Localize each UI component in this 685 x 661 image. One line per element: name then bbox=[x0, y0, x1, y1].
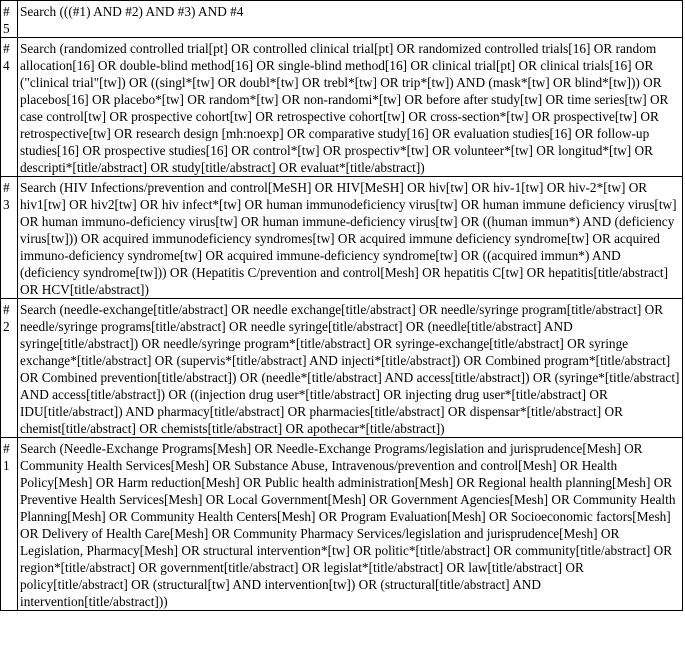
table-row-1 bbox=[1, 438, 683, 611]
search-query-text: Search (HIV Infections/prevention and control[MeSH] OR HIV[MeSH] OR hiv[tw] OR hiv-1[tw] OR hiv-2*[tw] OR hiv1[tw] OR hiv2[tw] OR hiv infect*[tw] OR human immunodeficiency virus[tw] OR human immune deficiency virus[tw] OR human immuno-deficiency virus[tw] OR human immune-deficiency virus[tw] OR ((human immun*) AND (deficiency virus[tw])) OR acquired immunodeficiency syndromes[tw] OR acquired immune deficiency syndrome[tw] OR acquired immuno-deficiency syndrome[tw] OR acquired immune-deficiency syndrome[tw] OR ((acquired immun*) AND (deficiency syndrome[tw])) OR (Hepatitis C/prevention and control[Mesh] OR hepatitis C[tw] OR hepatitis[title/abstract] OR HCV[title/abstract]) bbox=[18, 177, 683, 299]
search-query-text: Search (needle-exchange[title/abstract] OR needle exchange[title/abstract] OR needle/syringe program[title/abstract] OR needle/syringe programs[title/abstract] OR needle syringe[title/abstract] OR (needle[title/abstract] AND syringe[title/abstract]) OR needle/syringe program*[title/abstract] OR syringe-exchange[title/abstract] OR syringe exchange*[title/abstract] OR (supervis*[title/abstract] AND injecti*[title/abstract]) OR Combined program*[title/abstract] OR Combined prevention[title/abstract]) OR (needle*[title/abstract] AND access[title/abstract]) OR (syringe*[title/abstract] AND access[title/abstract]) OR ((injection drug user*[title/abstract] OR injecting drug user*[title/abstract] OR IDU[title/abstract]) AND pharmacy[title/abstract] OR pharmacies[title/abstract] OR dispensar*[title/abstract] OR chemist[title/abstract] OR chemists[title/abstract] OR apothecar*[title/abstract]) bbox=[18, 299, 683, 438]
row-number: #2 bbox=[1, 299, 18, 438]
table-row-5 bbox=[1, 1, 683, 38]
row-number: #1 bbox=[1, 438, 18, 611]
row-number: #3 bbox=[1, 177, 18, 299]
row-number: #4 bbox=[1, 38, 18, 177]
search-query-text: Search (Needle-Exchange Programs[Mesh] OR Needle-Exchange Programs/legislation and jurisprudence[Mesh] OR Community Health Services[Mesh] OR Substance Abuse, Intravenous/prevention and control[Mesh] OR Health Policy[Mesh] OR Harm reduction[Mesh] OR Public health administration[Mesh] OR Regional health planning[Mesh] OR Preventive Health Services[Mesh] OR Local Government[Mesh] OR Government Agencies[Mesh] OR Community Health Planning[Mesh] OR Community Health Centers[Mesh] OR Program Evaluation[Mesh] OR Socioeconomic factors[Mesh] OR Delivery of Health Care[Mesh] OR Community Pharmacy Services/legislation and jurisprudence[Mesh] OR Legislation, Pharmacy[Mesh] OR structural intervention*[tw] OR politic*[title/abstract] OR community[title/abstract] OR region*[title/abstract] OR government[title/abstract] OR legislat*[title/abstract] OR law[title/abstract] OR policy[title/abstract] OR (structural[tw] AND intervention[tw]) OR (structural[title/abstract] AND intervention[title/abstract])) bbox=[18, 438, 683, 611]
search-query-text: Search (randomized controlled trial[pt] OR controlled clinical trial[pt] OR randomized controlled trials[16] OR random allocation[16] OR double-blind method[16] OR single-blind method[16] OR clinical trial[pt] OR clinical trials[16] OR ("clinical trial"[tw]) OR ((singl*[tw] OR doubl*[tw] OR trebl*[tw] OR trip*[tw]) AND (mask*[tw] OR blind*[tw])) OR placebos[16] OR placebo*[tw] OR random*[tw] OR non-randomi*[tw] OR before after study[tw] OR time series[tw] OR case control[tw] OR prospective cohort[tw] OR retrospective cohort[tw] OR cross-section*[tw] OR prospective[tw] OR retrospective[tw] OR research design [mh:noexp] OR comparative study[16] OR evaluation studies[16] OR follow-up studies[16] OR prospective studies[16] OR control*[tw] OR prospectiv*[tw] OR volunteer*[tw] OR longitud*[tw] OR descripti*[title/abstract] OR study[title/abstract] OR evaluat*[title/abstract]) bbox=[18, 38, 683, 177]
table-row-2 bbox=[1, 299, 683, 438]
table-row-3 bbox=[1, 177, 683, 299]
table-row-4 bbox=[1, 38, 683, 177]
search-query-text: Search (((#1) AND #2) AND #3) AND #4 bbox=[18, 1, 683, 38]
row-number: #5 bbox=[1, 1, 18, 38]
